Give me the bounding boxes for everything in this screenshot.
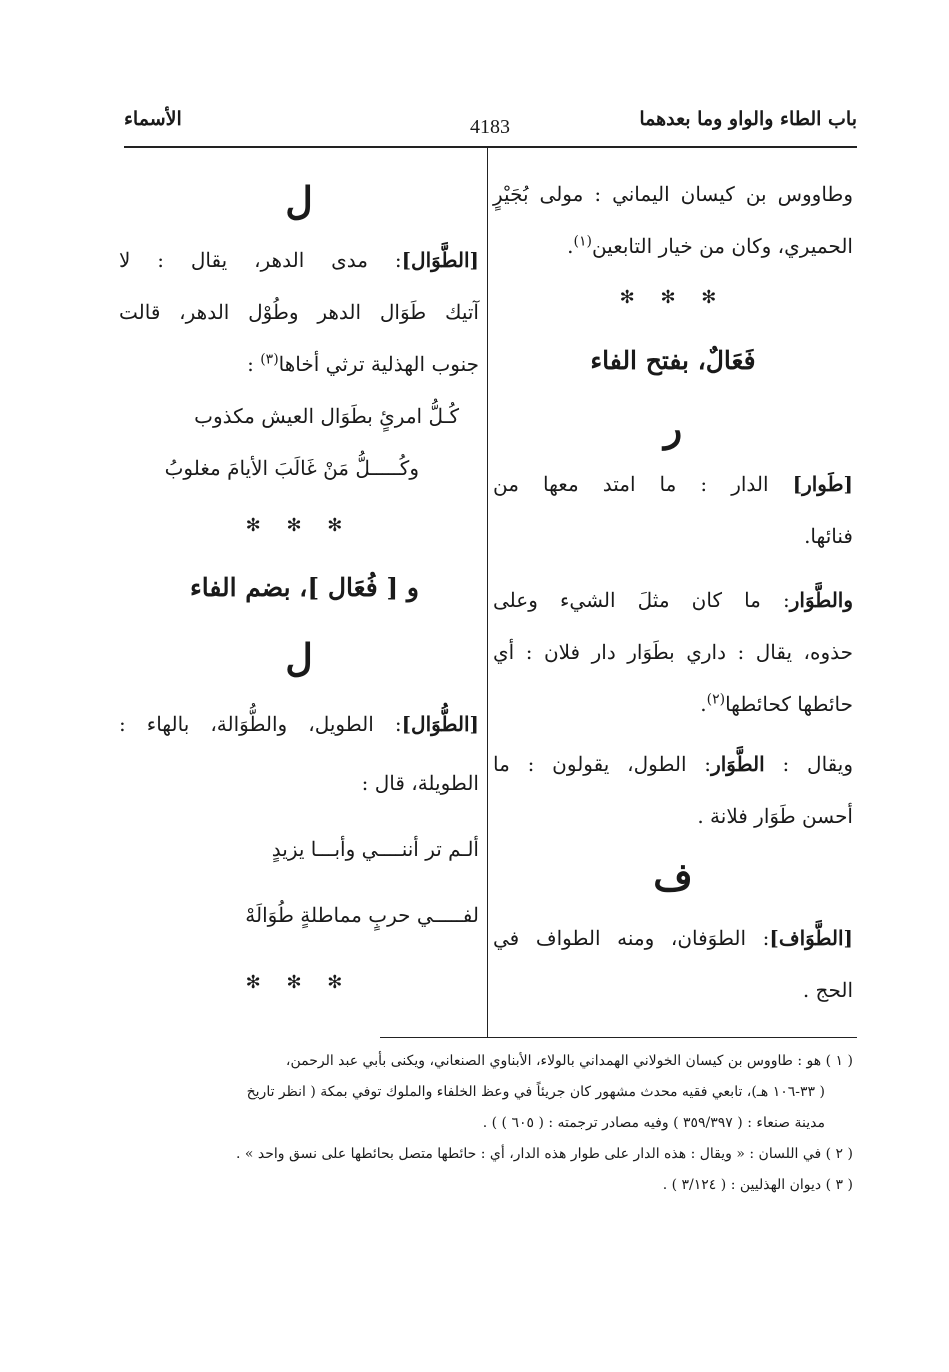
text-line: [الطُّوَال]: الطويل، والطُّوَالة، بالهاء : [119,712,479,736]
footnote-line: ( ٣ ) ديوان الهذليين : ( ٣/١٢٤ ) . [662,1177,853,1193]
verse-line: كُـلُّ امرئٍ بطَوَال العيش مكذوب [194,404,459,428]
chapter-header: باب الطاء والواو وما بعدهما [639,108,857,130]
entry-term: الطَّوَار [711,752,765,776]
text-line: جنوب الهذلية ترثي أخاها$^{(٣)}$ : [247,351,479,376]
text-line: الحج . [802,978,853,1002]
text-line: [الطَّوَاف]: الطوَفان، ومنه الطواف في [493,926,853,950]
entry-term: [طَوار] [792,472,854,496]
letter-heading: ل [285,178,313,223]
separator-stars: ✻ ✻ ✻ [619,287,727,308]
text-line: حذوه، يقال : داري بطَوَار دار فلان : أي [493,640,853,664]
column-divider [487,147,488,1037]
text-line: حائطها كحائطها$^{(٢)}$. [700,691,853,716]
separator-stars: ✻ ✻ ✻ [245,972,353,993]
footnote-line: ( ١ ) هو : طاووس بن كيسان الخولاني الهمداني بالولاء، الأبناوي الصنعاني، ويكنى بأبي عبد الرحمن، [285,1053,853,1069]
verse-line: وكُـــــلُّ مَنْ غَالَبَ الأيامَ مغلوبُ [164,456,419,480]
text-line: آتيك طَوَال الدهر وطُوْل الدهر، قالت [119,300,479,324]
text-line: فنائها. [804,524,853,548]
verse-line: لفـــــي حربٍ مماطلةٍ طُوَالَهْ [245,903,479,927]
entry-term: والطَّوَار [789,588,853,612]
footnote-line: ( ٢ ) في اللسان : « ويقال : هذه الدار على طوار هذه الدار، أي : حائطها متصل بحائطها على نسق واحد » . [235,1146,853,1162]
text-line: أحسن طَوَار فلانة . [697,804,853,828]
text-line: [الطَّوَال]: مدى الدهر، يقال : لا [119,248,479,272]
section-title: فَعَالٌ، بفتح الفاء [590,346,756,375]
text-line: الحميري، وكان من خيار التابعين$^{(١)}$. [567,233,853,258]
text-line: والطَّوَار: ما كان مثلَ الشيء وعلى [493,588,853,612]
text-line: ويقال : الطَّوَار: الطول، يقولون : ما [493,752,854,776]
footnotes [118,1046,853,1201]
footnote-line: ( ٣٣-١٠٦ هـ)، تابعي فقيه محدث مشهور كان جريئاً في وعظ الخلفاء والملوك توفي بمكة ( انظر تاريخ [246,1084,825,1100]
section-header: الأسماء [124,108,182,130]
right-column [493,168,853,1016]
footnote-line: مدينة صنعاء : ( ٣٥٩/٣٩٧ ) وفيه مصادر ترجمته : ( ٦٠٥ ) ) . [482,1115,825,1131]
footnote-ref: (٣) [260,351,279,368]
verse-line: ألـم تر أننــــي وأبـــا يزيدٍ [271,837,479,861]
footnote-ref: (١) [573,233,592,250]
footnote-ref: (٢) [706,691,726,708]
page-number: 4183 [470,116,510,138]
entry-term: [الطَّوَاف] [769,926,853,950]
separator-stars: ✻ ✻ ✻ [245,515,353,536]
entry-term: [الطُّوَال] [401,712,479,736]
text-line: وطاووس بن كيسان اليماني : مولى بُجَيْرٍ [493,182,853,206]
section-title: و [ فُعَال ]، بضم الفاء [190,573,419,602]
text-line: [طَوار] الدار : ما امتد معها من [493,472,854,496]
text-line: الطويلة، قال : [361,771,479,795]
header-rule [124,146,857,148]
letter-heading: ر [663,405,683,450]
left-column [119,168,479,1018]
entry-term: [الطَّوَال] [401,248,479,272]
letter-heading: ل [285,635,313,680]
footnote-rule [380,1037,857,1038]
letter-heading: ف [653,854,693,899]
